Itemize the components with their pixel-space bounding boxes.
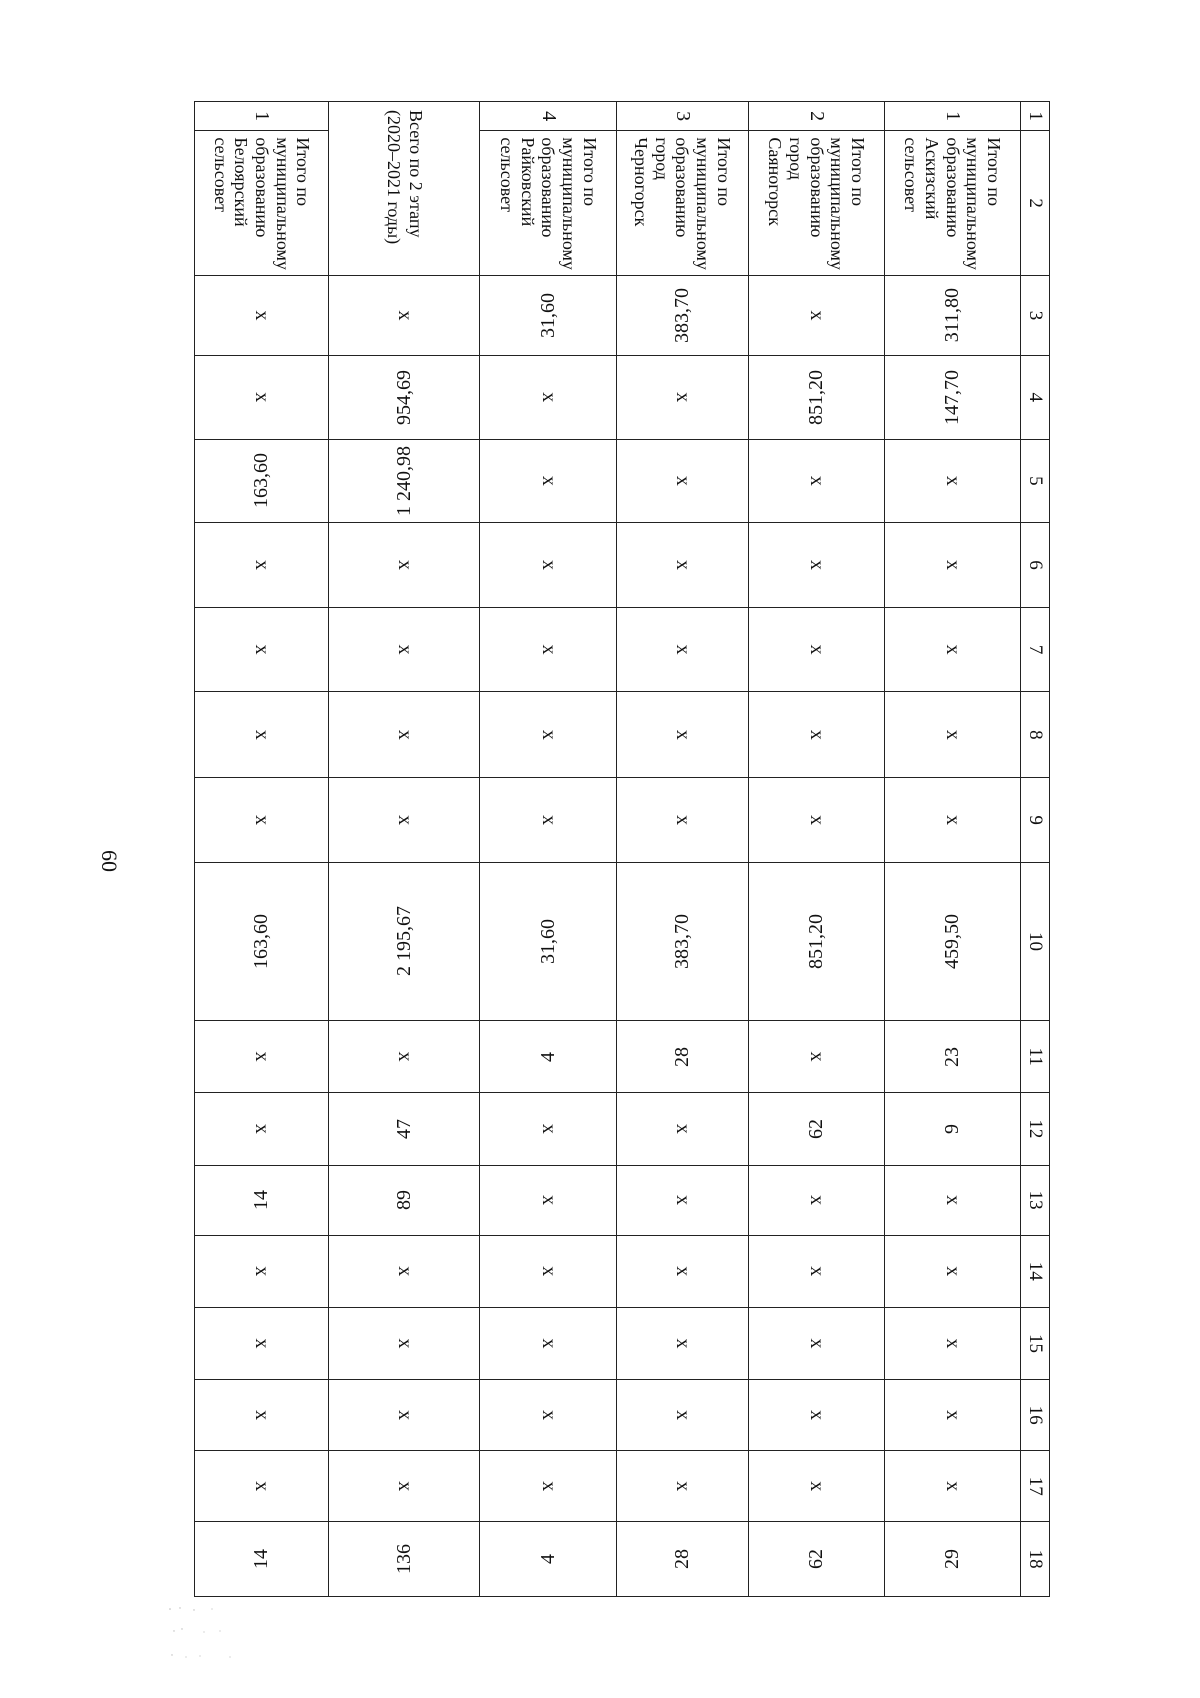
cell-value: 311,80 [940,288,963,343]
name-line: Итого по [984,137,1005,207]
cell-value: x [671,729,694,740]
cell-value: x [251,559,274,570]
table-cell [195,1307,329,1379]
column-header-15: 15 [1021,1307,1050,1379]
cell-value: x [671,392,694,403]
column-header-10: 10 [1021,862,1050,1020]
table-cell [748,1307,884,1379]
cell-value: x [941,815,964,826]
cell-value: x [941,1338,964,1349]
cell-value: 31,60 [536,292,559,338]
cell-value: x [537,1123,560,1134]
column-header-4: 4 [1021,356,1050,440]
row-number: 1 [884,102,1020,131]
cell-value: x [671,559,694,570]
table-cell [480,1165,616,1235]
column-header-16: 16 [1021,1380,1050,1451]
table-cell [748,1021,884,1093]
table-cell [329,1235,480,1307]
table-cell [329,1522,480,1597]
table-cell [195,439,329,523]
name-line: Итого по [579,137,600,207]
cell-value: x [393,1338,416,1349]
table-cell [748,1235,884,1307]
table-cell [748,1165,884,1235]
cell-value: x [251,1481,274,1492]
cell-value: x [941,559,964,570]
column-header-5: 5 [1021,439,1050,523]
cell-value: 14 [250,1549,273,1570]
table-cell [748,439,884,523]
column-header-18: 18 [1021,1522,1050,1597]
cell-value: x [251,729,274,740]
cell-value: 954,69 [392,369,415,425]
cell-value: x [537,559,560,570]
cell-value: x [671,644,694,655]
label-line: Всего по 2 этапу [405,110,426,238]
cell-value: 163,60 [250,453,273,509]
table-cell [616,607,748,692]
table-cell [195,1451,329,1522]
name-line: муниципальному [272,137,293,270]
table-cell [195,692,329,778]
cell-value: x [393,1410,416,1421]
cell-value: x [941,1195,964,1206]
table-cell [616,1093,748,1165]
scan-artifacts [160,1605,280,1665]
table-row [748,102,884,1597]
cell-value: x [805,729,828,740]
table-cell [884,1451,1020,1522]
table-cell [748,1451,884,1522]
table-row [884,102,1020,1597]
cell-value: x [941,1266,964,1277]
column-header-12: 12 [1021,1093,1050,1165]
cell-value: x [805,644,828,655]
table-cell [329,607,480,692]
table-cell [884,356,1020,440]
table-cell [748,692,884,778]
cell-value: x [671,1195,694,1206]
cell-value: x [537,644,560,655]
cell-value: x [393,1051,416,1062]
cell-value: 1 240,98 [392,445,415,516]
cell-value: x [537,729,560,740]
table-cell [884,1165,1020,1235]
row-number: 3 [616,102,748,131]
name-line: Белоярский [231,137,252,227]
cell-value: x [671,475,694,486]
cell-value: x [537,1266,560,1277]
cell-value: 28 [670,1046,693,1067]
table-cell [480,275,616,355]
cell-value: x [537,392,560,403]
table-cell [329,692,480,778]
cell-value: 14 [250,1190,273,1211]
table-cell [884,692,1020,778]
cell-value: 47 [392,1118,415,1139]
row-number: 2 [748,102,884,131]
data-table [194,101,1050,1597]
cell-value: x [805,1051,828,1062]
table-container [194,101,1050,1597]
cell-value: 4 [536,1554,559,1565]
table-cell [329,523,480,608]
column-header-14: 14 [1021,1235,1050,1307]
cell-value: 28 [670,1549,693,1570]
cell-value: x [805,559,828,570]
municipality-name [748,131,884,276]
table-cell [884,1307,1020,1379]
table-cell [195,1380,329,1451]
cell-value: x [671,1123,694,1134]
cell-value: 31,60 [536,918,559,964]
table-cell [329,356,480,440]
cell-value: x [393,644,416,655]
table-cell [748,275,884,355]
cell-value: x [805,1338,828,1349]
name-line: Саяногорск [765,137,786,226]
table-cell [329,275,480,355]
cell-value: x [805,1195,828,1206]
cell-value: x [393,559,416,570]
table-cell [195,1522,329,1597]
table-cell [195,275,329,355]
stage-total-label [329,102,480,276]
cell-value: x [393,815,416,826]
table-cell [616,1021,748,1093]
cell-value: x [941,1410,964,1421]
table-cell [480,1380,616,1451]
cell-value: 851,20 [804,369,827,425]
cell-value: x [537,1410,560,1421]
table-cell [616,862,748,1020]
cell-value: x [805,1410,828,1421]
cell-value: x [941,729,964,740]
cell-value: 62 [804,1549,827,1570]
table-cell [884,1380,1020,1451]
table-cell [748,1522,884,1597]
column-header-2: 2 [1021,131,1050,276]
cell-value: x [805,475,828,486]
table-cell [480,862,616,1020]
name-line: образованию [251,137,272,238]
name-line: сельсовет [497,137,518,212]
table-cell [616,1522,748,1597]
stage-total-row [329,102,480,1597]
table-cell [748,1380,884,1451]
name-line: сельсовет [901,137,922,212]
column-header-8: 8 [1021,692,1050,778]
rotated-table-frame [194,101,1050,1597]
table-cell [748,778,884,863]
column-header-11: 11 [1021,1021,1050,1093]
cell-value: 163,60 [250,913,273,969]
row-number: 4 [480,102,616,131]
table-cell [748,862,884,1020]
table-cell [616,523,748,608]
table-cell [480,1235,616,1307]
name-line: город [785,137,806,180]
cell-value: x [537,1481,560,1492]
name-line: Черногорск [631,137,652,227]
cell-value: x [251,644,274,655]
cell-value: x [393,310,416,321]
cell-value: 23 [940,1046,963,1067]
cell-value: 136 [392,1544,415,1575]
name-line: образованию [672,137,693,238]
column-header-1: 1 [1021,102,1050,131]
cell-value: 459,50 [940,913,963,969]
table-cell [329,1307,480,1379]
name-line: муниципальному [963,137,984,270]
cell-value: x [805,1266,828,1277]
table-cell [480,1021,616,1093]
table-cell [616,1235,748,1307]
table-cell [329,778,480,863]
cell-value: 4 [536,1051,559,1062]
table-cell [480,1522,616,1597]
name-line: образованию [538,137,559,238]
table-cell [195,356,329,440]
name-line: образованию [806,137,827,238]
cell-value: x [941,644,964,655]
table-cell [616,1307,748,1379]
table-cell [480,523,616,608]
cell-value: x [537,1338,560,1349]
name-line: муниципальному [559,137,580,270]
table-cell [748,356,884,440]
cell-value: x [393,1266,416,1277]
table-cell [480,1093,616,1165]
name-line: Аскизский [922,137,943,220]
table-cell [329,439,480,523]
table-cell [195,1165,329,1235]
name-line: город [651,137,672,180]
table-cell [329,1380,480,1451]
name-line: Итого по [847,137,868,207]
header-row [1021,102,1050,1597]
cell-value: x [251,1051,274,1062]
table-cell [616,356,748,440]
table-cell [616,692,748,778]
table-cell [329,862,480,1020]
cell-value: x [805,310,828,321]
table-cell [748,523,884,608]
name-line: Итого по [713,137,734,207]
table-cell [195,607,329,692]
cell-value: x [941,475,964,486]
cell-value: x [393,1481,416,1492]
table-cell [748,607,884,692]
column-header-7: 7 [1021,607,1050,692]
cell-value: 147,70 [940,369,963,425]
table-cell [616,778,748,863]
table-cell [195,1021,329,1093]
municipality-name [480,131,616,276]
cell-value: x [805,1481,828,1492]
cell-value: x [671,1410,694,1421]
table-cell [884,439,1020,523]
column-header-17: 17 [1021,1451,1050,1522]
cell-value: x [393,729,416,740]
column-header-9: 9 [1021,778,1050,863]
table-cell [884,1522,1020,1597]
table-cell [748,1093,884,1165]
cell-value: 62 [804,1118,827,1139]
table-cell [616,275,748,355]
table-row [195,102,329,1597]
cell-value: x [251,1410,274,1421]
table-cell [480,607,616,692]
cell-value: x [251,1123,274,1134]
cell-value: x [251,310,274,321]
table-cell [480,439,616,523]
table-cell [480,692,616,778]
cell-value: x [537,475,560,486]
name-line: Райковский [517,137,538,227]
municipality-name [884,131,1020,276]
column-header-6: 6 [1021,523,1050,608]
table-cell [329,1021,480,1093]
cell-value: x [671,815,694,826]
cell-value: x [671,1338,694,1349]
table-cell [884,778,1020,863]
cell-value: 383,70 [670,287,693,343]
table-cell [195,862,329,1020]
table-cell [884,862,1020,1020]
cell-value: x [251,1266,274,1277]
page-number: 60 [97,850,122,872]
cell-value: 2 195,67 [392,906,415,977]
table-cell [884,275,1020,355]
municipality-name [195,131,329,276]
cell-value: x [537,815,560,826]
table-cell [616,1380,748,1451]
table-cell [480,778,616,863]
cell-value: x [671,1266,694,1277]
cell-value: 383,70 [670,913,693,969]
row-number: 1 [195,102,329,131]
table-cell [616,1451,748,1522]
cell-value: x [251,815,274,826]
name-line: Итого по [293,137,314,207]
name-line: образованию [942,137,963,238]
cell-value: 29 [940,1549,963,1570]
table-cell [329,1165,480,1235]
table-cell [884,1093,1020,1165]
municipality-name [616,131,748,276]
cell-value: x [251,392,274,403]
table-cell [480,1307,616,1379]
label-line: (2020–2021 годы) [384,110,405,245]
cell-value: 851,20 [804,913,827,969]
table-row [480,102,616,1597]
cell-value: x [941,1481,964,1492]
table-cell [329,1451,480,1522]
table-cell [884,607,1020,692]
table-cell [195,1235,329,1307]
cell-value: 9 [940,1123,963,1134]
cell-value: x [805,815,828,826]
name-line: сельсовет [210,137,231,212]
column-header-13: 13 [1021,1165,1050,1235]
table-cell [884,523,1020,608]
table-cell [884,1021,1020,1093]
name-line: муниципальному [693,137,714,270]
table-cell [195,523,329,608]
cell-value: x [537,1195,560,1206]
table-cell [616,439,748,523]
table-cell [195,1093,329,1165]
table-cell [884,1235,1020,1307]
table-cell [329,1093,480,1165]
table-row [616,102,748,1597]
cell-value: 89 [392,1190,415,1211]
cell-value: x [251,1338,274,1349]
table-cell [616,1165,748,1235]
table-cell [480,1451,616,1522]
table-cell [195,778,329,863]
column-header-3: 3 [1021,275,1050,355]
cell-value: x [671,1481,694,1492]
name-line: муниципальному [827,137,848,270]
table-cell [480,356,616,440]
